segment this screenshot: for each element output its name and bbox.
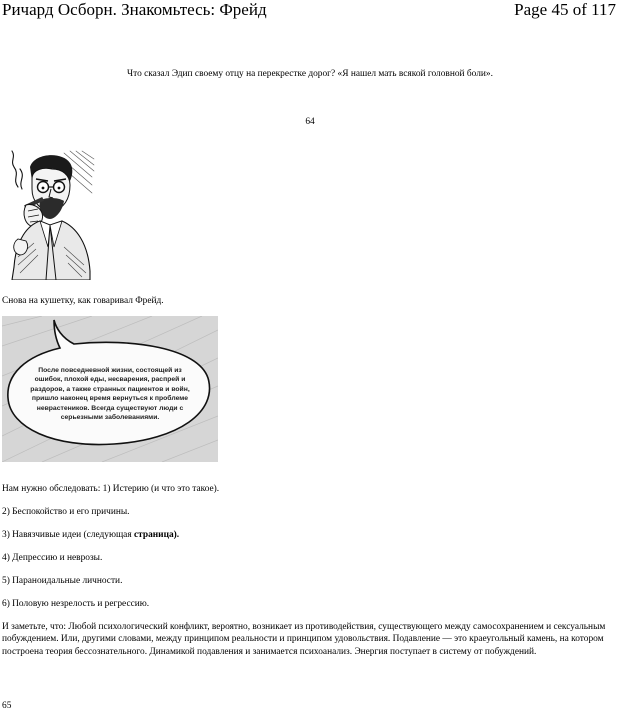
list-item-3 [2, 529, 179, 541]
bubble-line-4: пришло наконец время вернуться к проблеме [31, 395, 189, 403]
freud-portrait-illustration [4, 147, 96, 280]
oedipus-quote: Что сказал Эдип своему отцу на перекрестке дорог? «Я нашел мать всякой головной боли». [127, 69, 493, 79]
list-item-6: 6) Половую незрелость и регрессию. [2, 599, 150, 609]
page-number-64: 64 [305, 117, 315, 127]
list-item-5: 5) Параноидальные личности. [2, 576, 123, 586]
body-paragraph: И заметьте, что: Любой психологический конфликт, вероятно, возникает из противодействия, существующего между самосохранением и сексуальным побуждением. Или, другими словами, между принципом реальности и принципом удовольствия. Подавление — это краеугольный камень, на котором построена теория бессознательного. Динамикой подавления и занимается психоанализ. Энергия поступает в систему от побуждений. [2, 622, 606, 657]
list-item-2: 2) Беспокойство и его причины. [2, 507, 130, 517]
document-title: Ричард Осборн. Знакомьтесь: Фрейд [2, 0, 267, 19]
page-number-65: 65 [2, 701, 12, 711]
page-indicator: Page 45 of 117 [514, 0, 616, 19]
list-item-4: 4) Депрессию и неврозы. [2, 553, 103, 563]
bubble-line-2: ошибок, плохой еды, несварения, распрей и [34, 376, 186, 384]
list-item-3-bold: страница). [133, 530, 180, 540]
bubble-line-5: неврастеников. Всегда существуют люди с [36, 404, 184, 412]
list-item-3-text: 3) Навязчивые идеи (следующая [2, 530, 134, 540]
bubble-line-6: серьезными заболеваниями. [60, 414, 160, 422]
speech-bubble-illustration [2, 316, 218, 462]
bubble-line-3: раздоров, а также странных пациентов и войн, [30, 385, 190, 393]
list-intro: Нам нужно обследовать: 1) Истерию (и что это такое). [2, 484, 220, 494]
bubble-line-1: После повседневной жизни, состоящей из [38, 367, 182, 374]
caption-couch: Снова на кушетку, как говаривал Фрейд. [2, 296, 164, 306]
